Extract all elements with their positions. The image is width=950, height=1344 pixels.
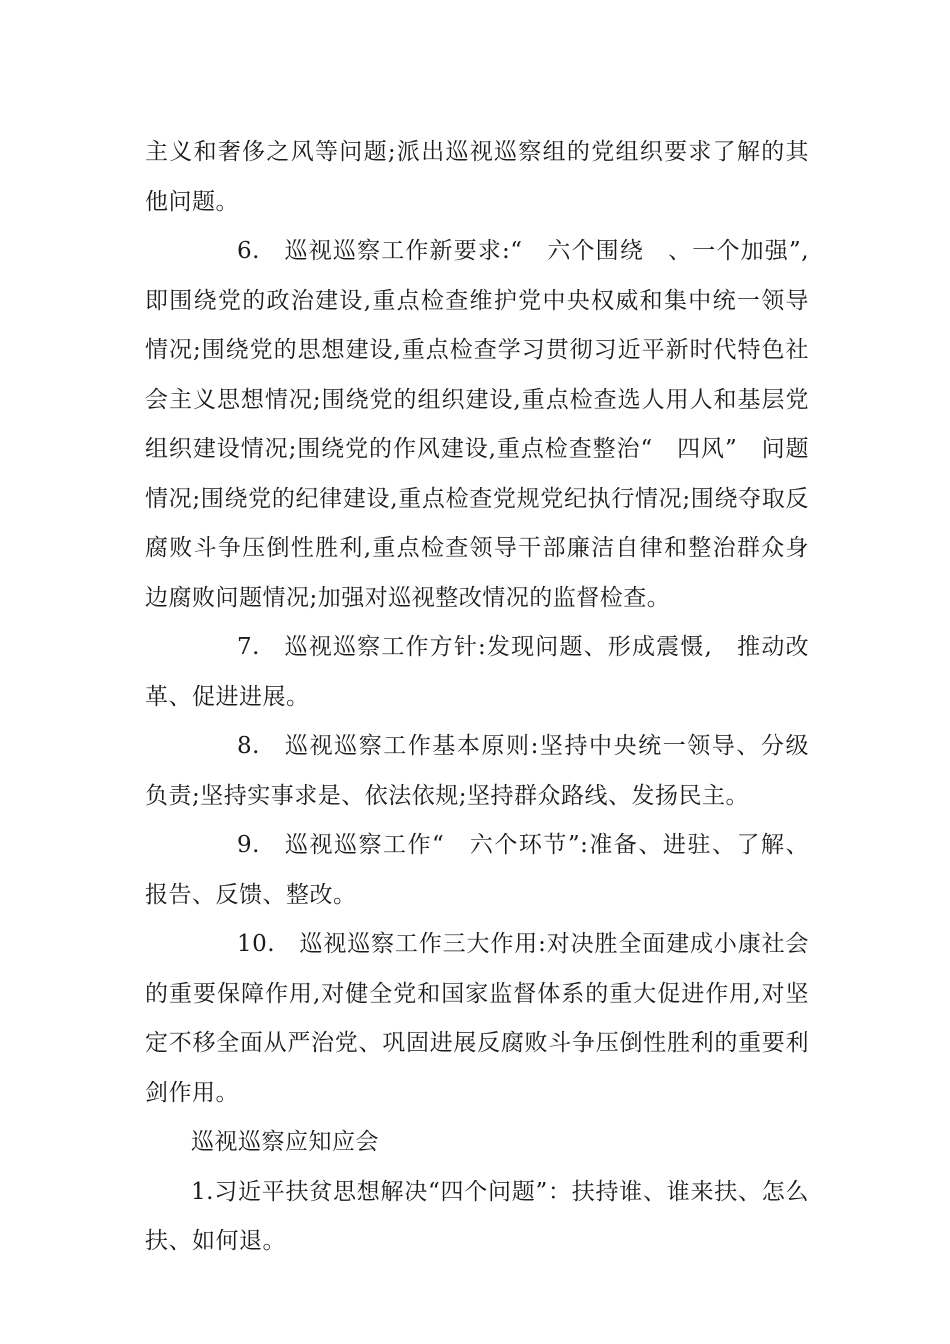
paragraph-text: 巡视巡察工作基本原则:坚持中央统一领导、分级负责;坚持实事求是、依法依规;坚持群众路线、发扬民主。 [145,733,809,809]
item-number: 8. [237,733,260,759]
heading-text: 巡视巡察应知应会 [191,1129,379,1155]
item-number: 7. [237,634,260,660]
item-number: 6. [237,238,260,264]
paragraph-text: 1.习近平扶贫思想解决“四个问题”：扶持谁、谁来扶、怎么扶、如何退。 [145,1178,809,1254]
section-heading [145,1118,809,1168]
paragraph-text: 巡视巡察工作“ 六个环节”:准备、进驻、了解、报告、反馈、整改。 [145,832,809,908]
paragraph-text: 巡视巡察工作新要求:“ 六个围绕 、一个加强”,即围绕党的政治建设,重点检查维护党中央权威和集中统一领导情况;围绕党的思想建设,重点检查学习贯彻习近平新时代特色社会主义思想情况;围绕党的组织建设,重点检查选人用人和基层党组织建设情况;围绕党的作风建设,重点检查整治“ 四风” 问题情况;围绕党的纪律建设,重点检查党规党纪执行情况;围绕夺取反腐败斗争压倒性胜利,重点检查领导干部廉洁自律和整治群众身边腐败问题情况;加强对巡视整改情况的监督检查。 [145,238,809,611]
item-number: 9. [237,832,260,858]
paragraph-text: 主义和奢侈之风等问题;派出巡视巡察组的党组织要求了解的其他问题。 [145,139,809,215]
document-body [145,128,809,1267]
paragraph-item-8 [145,722,809,821]
paragraph-question-1 [145,1168,809,1267]
item-number: 10. [237,931,276,957]
paragraph-item-9 [145,821,809,920]
paragraph-item-7 [145,623,809,722]
paragraph-text: 巡视巡察工作三大作用:对决胜全面建成小康社会的重要保障作用,对健全党和国家监督体系的重大促进作用,对坚定不移全面从严治党、巩固进展反腐败斗争压倒性胜利的重要利剑作用。 [145,931,809,1106]
paragraph-text: 巡视巡察工作方针:发现问题、形成震慑, 推动改革、促进进展。 [145,634,809,710]
paragraph-item-10 [145,920,809,1118]
paragraph-continuation [145,128,809,227]
paragraph-item-6 [145,227,809,623]
